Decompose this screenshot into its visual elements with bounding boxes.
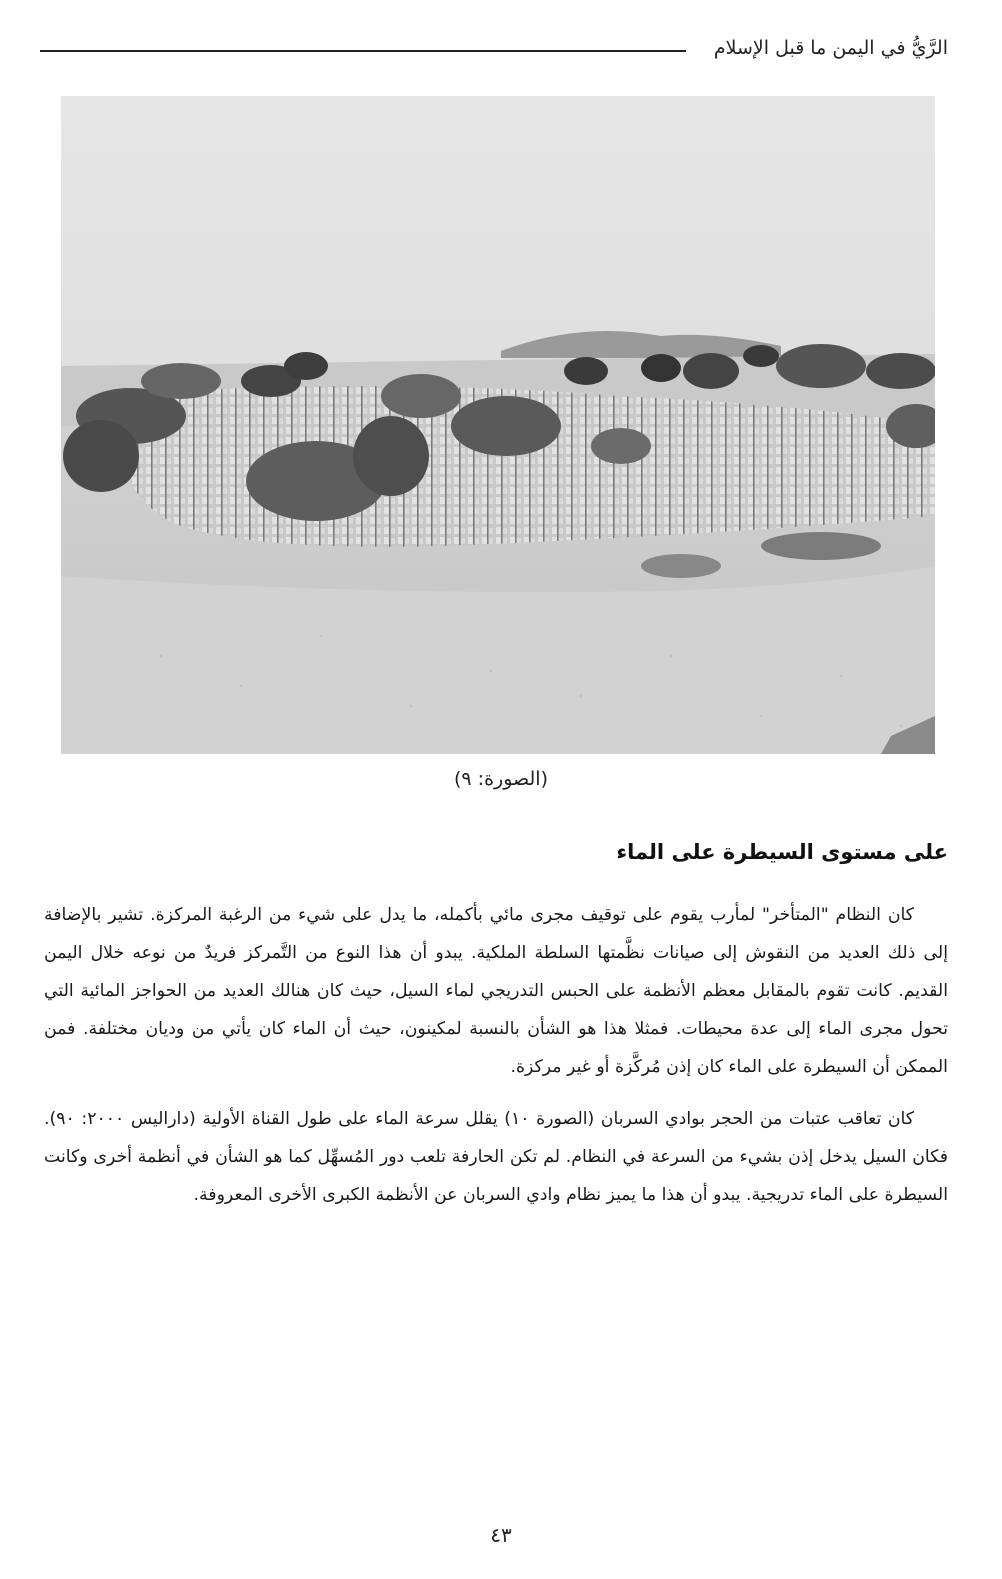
section-heading: على مستوى السيطرة على الماء	[616, 840, 948, 864]
paragraph: كان النظام "المتأخر" لمأرب يقوم على توقيف مجرى مائي بأكمله، ما يدل على شيء من الرغبة المركزة. تشير بالإضافة إلى ذلك العديد من النقوش إلى صيانات نظَّمتها السلطة الملكية. يبدو أن هذا النوع من التَّمركز فريدٌ من نوعه خلال اليمن القديم. كانت تقوم بالمقابل معظم الأنظمة على الحبس التدريجي لماء السيل، حيث كان هنالك العديد من الحواجز المائية التي تحول مجرى الماء إلى عدة محيطات. فمثلا هذا هو الشأن بالنسبة لمكينون، حيث أن الماء كان يأتي من وديان مختلفة. فمن الممكن أن السيطرة على الماء كان إذن مُركَّزة أو غير مركزة.	[44, 905, 948, 1077]
header-rule	[40, 50, 686, 52]
body-text	[44, 896, 948, 1214]
paragraph: كان تعاقب عتبات من الحجر بوادي السربان (الصورة ١٠) يقلل سرعة الماء على طول القناة الأولية (داراليس ٢٠٠٠: ٩٠). فكان السيل يدخل إذن بشيء من السرعة في النظام. لم تكن الحارفة تلعب دور المُسهِّل كما هو الشأن في أنظمة أخرى وكانت السيطرة على الماء تدريجية. يبدو أن هذا ما يميز نظام وادي السربان عن الأنظمة الكبرى الأخرى المعروفة.	[44, 1109, 948, 1205]
figure-photo	[61, 96, 935, 754]
page-number: ٤٣	[490, 1523, 512, 1547]
running-header-title: الرَّيُّ في اليمن ما قبل الإسلام	[713, 37, 948, 59]
running-header	[40, 28, 948, 68]
figure-caption: (الصورة: ٩)	[454, 768, 548, 790]
